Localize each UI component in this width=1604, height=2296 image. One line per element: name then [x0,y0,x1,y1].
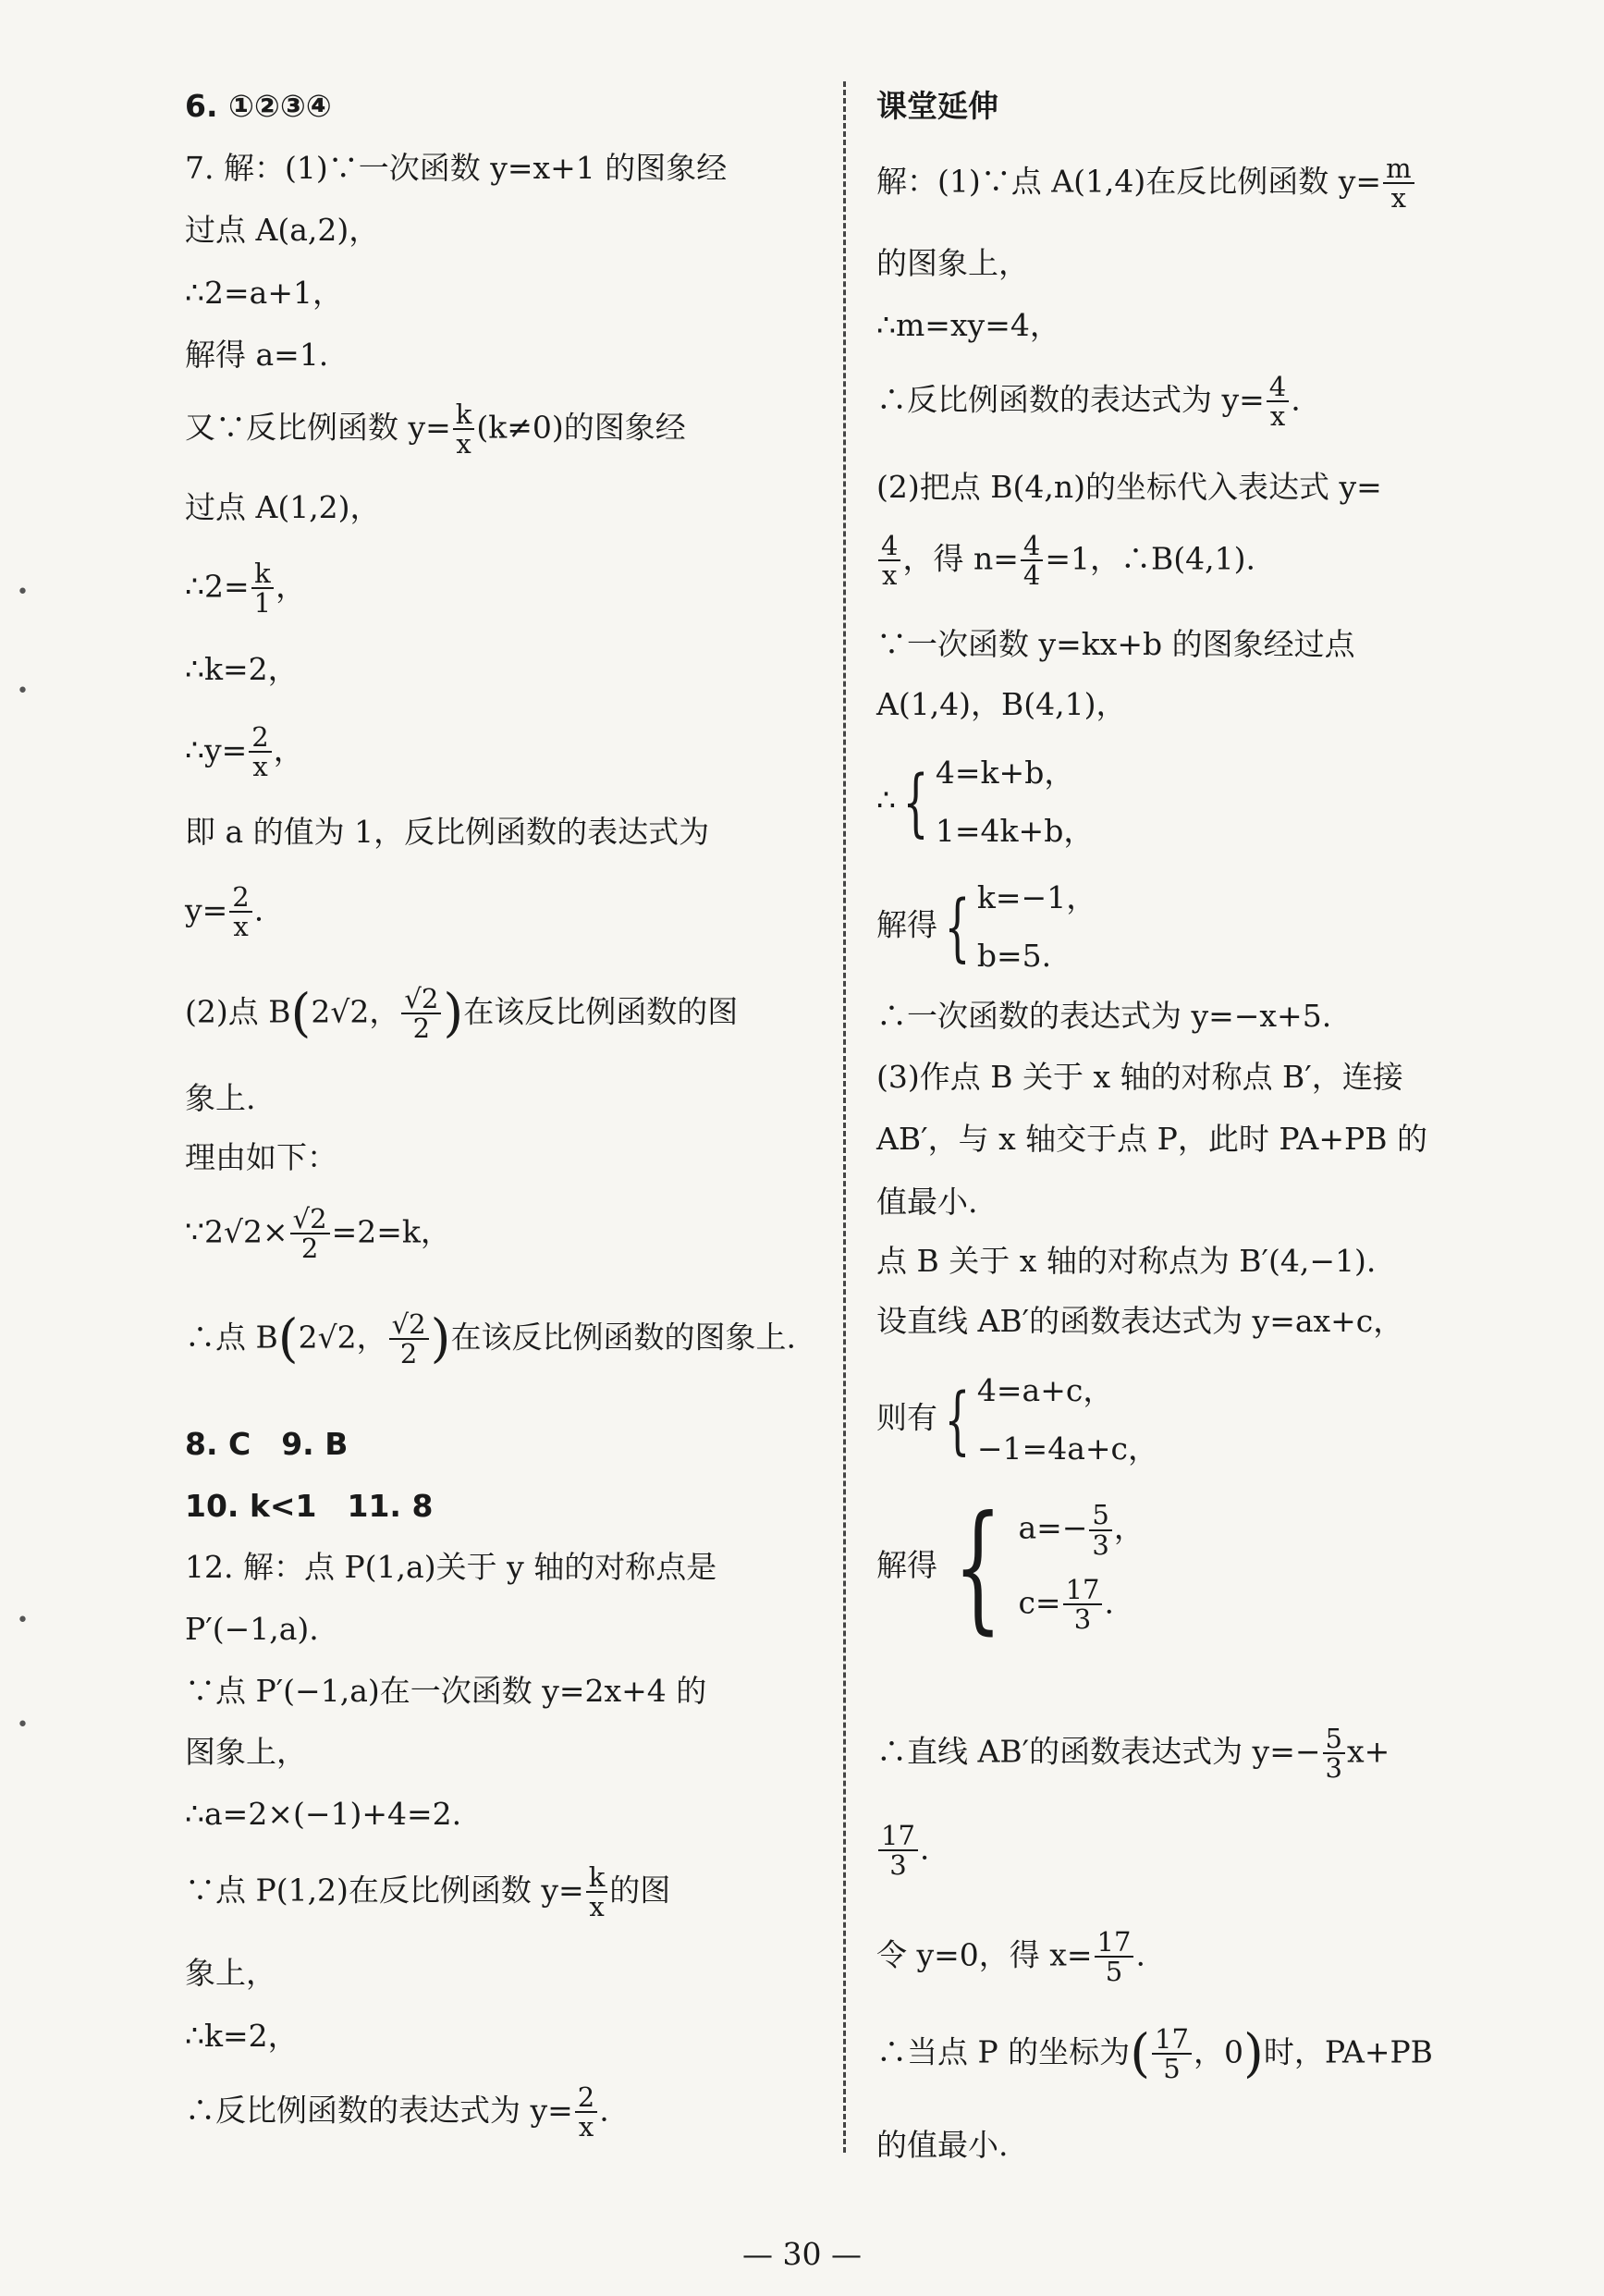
fraction: $\frac{4}{x}$ [1267,373,1289,431]
extension-line: 的值最小. [876,2127,1009,2163]
solution-7-line: 7. 解：(1)∵一次函数 y=x+1 的图象经 [185,150,728,186]
scan-mark: • [17,680,29,703]
solution-7-line: ∵2√2× $\frac{√2}{2}$ =2=k， [185,1203,451,1265]
extension-line: 点 B 关于 x 轴的对称点为 B′(4,−1). [876,1243,1377,1279]
fraction: $\frac{√2}{2}$ [389,1310,429,1369]
fraction: $\frac{k}{x}$ [586,1863,608,1922]
solution-7-line: 解得 a=1. [185,337,329,373]
solution-7-line: 象上. [185,1080,256,1116]
solution-12-line: ∴k=2， [185,2018,299,2054]
extension-line: AB′，与 x 轴交于点 P，此时 PA+PB 的 [876,1121,1427,1157]
column-divider [843,81,846,2153]
extension-line: (3)作点 B 关于 x 轴的对称点 B′，连接 [876,1059,1403,1095]
page-number: — 30 — [742,2236,862,2272]
equation-system: 解得{ k=−1， b=5. [876,879,1097,974]
solution-7-line: ∴点 B(2√2， $\frac{√2}{2}$ )在该反比例函数的图象上. [185,1308,796,1370]
solution-7-line: 即 a 的值为 1，反比例函数的表达式为 [185,814,710,850]
solution-12-line: P′(−1,a). [185,1611,319,1647]
fraction: $\frac{5}{3}$ [1089,1501,1111,1559]
fraction: $\frac{k}{x}$ [453,400,475,459]
fraction: $\frac{2}{x}$ [575,2083,597,2142]
solution-12-line: 12. 解：点 P(1,a)关于 y 轴的对称点是 [185,1549,717,1585]
fraction: $\frac{5}{3}$ [1323,1725,1345,1783]
fraction: $\frac{m}{x}$ [1383,154,1414,213]
fraction: $\frac{4}{x}$ [878,532,900,590]
scan-mark: • [17,581,29,604]
fraction: $\frac{17}{5}$ [1152,2025,1192,2083]
extension-line: ∴m=xy=4， [876,307,1060,343]
solution-7-line: ∴y= $\frac{2}{x}$ ， [185,721,304,783]
answers-8-9: 8. C 9. B [185,1426,349,1462]
fraction: $\frac{√2}{2}$ [401,985,441,1043]
equation-system: 解得 { a=− $\frac{5}{3}$ ， c= $\frac{17}{3}$ . [876,1487,1145,1648]
section-heading: 课堂延伸 [876,88,998,124]
extension-line: 设直线 AB′的函数表达式为 y=ax+c， [876,1303,1404,1339]
extension-line: ∴一次函数的表达式为 y=−x+5. [876,998,1332,1034]
answers-10-11: 10. k<1 11. 8 [185,1488,434,1524]
solution-7-line: 过点 A(a,2)， [185,212,380,248]
solution-7-line: ∴k=2， [185,651,299,687]
fraction: $\frac{17}{3}$ [878,1822,918,1880]
solution-7-line: 理由如下： [185,1139,337,1175]
extension-line: ∵一次函数 y=kx+b 的图象经过点 [876,626,1355,662]
solution-12-line: ∴a=2×(−1)+4=2. [185,1796,462,1832]
extension-line: ∴当点 P 的坐标为( $\frac{17}{5}$ ，0)时，PA+PB [876,2023,1433,2085]
solution-7-line: ∴2=a+1， [185,275,343,311]
extension-line: 解：(1)∵点 A(1,4)在反比例函数 y= $\frac{m}{x}$ [876,154,1416,213]
fraction: $\frac{4}{4}$ [1021,532,1043,590]
solution-7-line: (2)点 B(2√2， $\frac{√2}{2}$ )在该反比例函数的图 [185,983,739,1045]
extension-line: $\frac{4}{x}$ ，得 n= $\frac{4}{4}$ =1，∴B(4,1). [876,532,1255,590]
extension-line: (2)把点 B(4,n)的坐标代入表达式 y= [876,469,1382,505]
fraction: $\frac{2}{x}$ [229,883,251,941]
scan-mark: • [17,1713,29,1737]
fraction: $\frac{k}{1}$ [251,559,274,618]
solution-7-line: 过点 A(1,2)， [185,489,381,525]
equation-system: 则有{ 4=a+c， −1=4a+c， [876,1372,1159,1467]
solution-7-line: ∴2= $\frac{k}{1}$ ， [185,558,307,620]
solution-12-line: 象上， [185,1955,276,1991]
fraction: $\frac{√2}{2}$ [290,1205,330,1263]
extension-line: 令 y=0，得 x= $\frac{17}{5}$ . [876,1926,1145,1988]
solution-7-line: 又∵反比例函数 y= $\frac{k}{x}$ (k≠0)的图象经 [185,399,686,460]
fraction: $\frac{2}{x}$ [249,723,271,781]
scan-mark: • [17,1609,29,1632]
extension-line: ∴直线 AB′的函数表达式为 y=− $\frac{5}{3}$ x+ [876,1723,1390,1785]
equation-system: ∴{ 4=k+b， 1=4k+b， [876,755,1095,849]
fraction: $\frac{17}{5}$ [1095,1928,1134,1986]
solution-12-line: ∵点 P(1,2)在反比例函数 y= $\frac{k}{x}$ 的图 [185,1861,671,1923]
extension-line: 值最小. [876,1184,978,1220]
extension-line: ∴反比例函数的表达式为 y= $\frac{4}{x}$ . [876,371,1301,433]
fraction: $\frac{17}{3}$ [1063,1576,1103,1634]
solution-12-line: ∵点 P′(−1,a)在一次函数 y=2x+4 的 [185,1673,707,1709]
extension-line: $\frac{17}{3}$ . [876,1822,929,1880]
extension-line: 的图象上， [876,245,1029,281]
extension-line: A(1,4)，B(4,1)， [876,686,1127,722]
answer-6: 6. ①②③④ [185,88,332,124]
solution-7-line: y= $\frac{2}{x}$ . [185,881,264,943]
solution-12-line: ∴反比例函数的表达式为 y= $\frac{2}{x}$ . [185,2081,609,2143]
solution-12-line: 图象上， [185,1734,307,1770]
